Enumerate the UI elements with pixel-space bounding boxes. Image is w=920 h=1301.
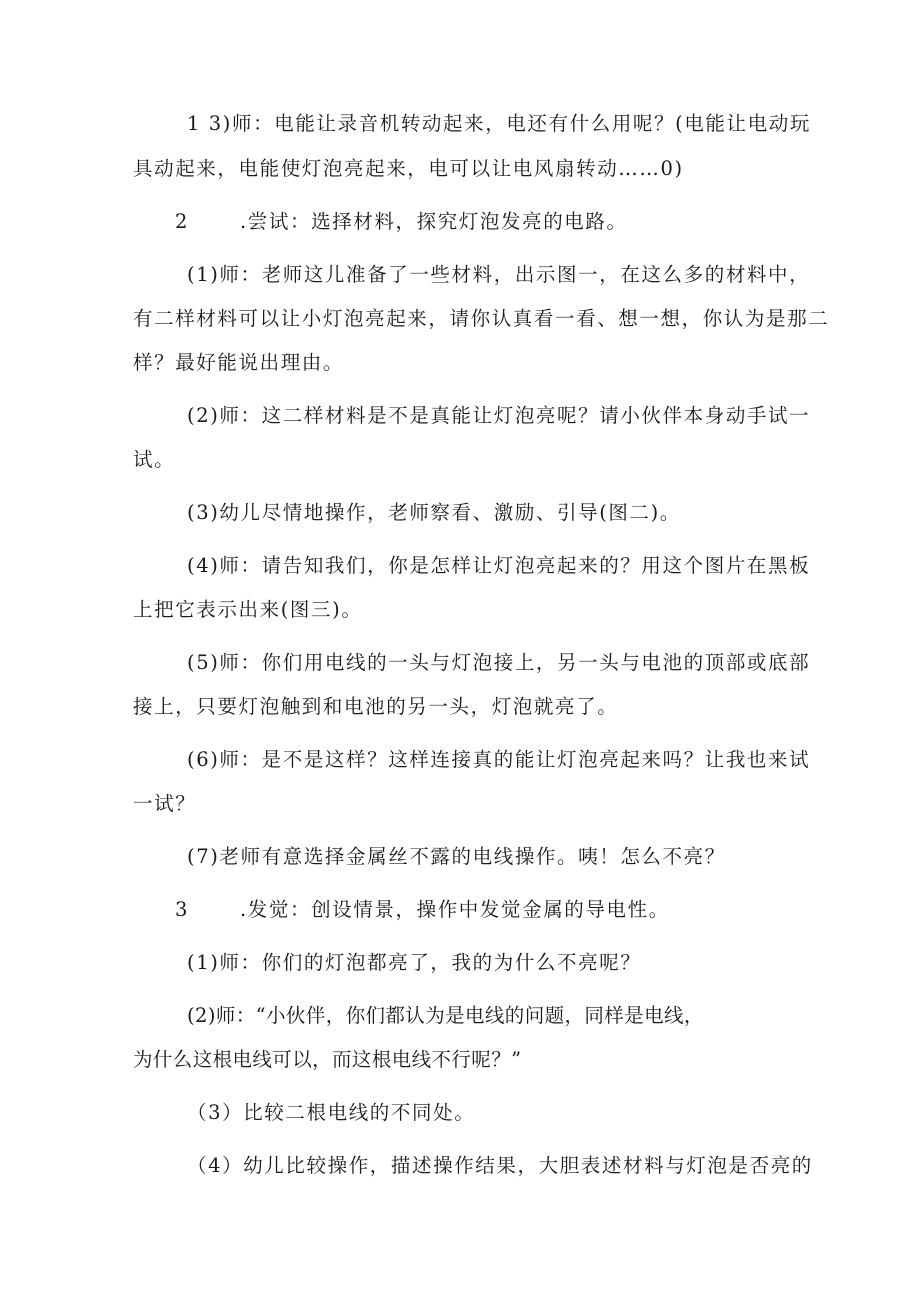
paragraph-8-line-2: 一试？ [133, 792, 197, 815]
paragraph-13-line-1: （3）比较二根电线的不同处。 [187, 1101, 476, 1124]
paragraph-12-line-2: 为什么这根电线可以，而这根电线不行呢？” [133, 1048, 522, 1071]
paragraph-12-line-1: (2)师：“小伙伴，你们都认为是电线的问题，同样是电线， [187, 1004, 704, 1027]
paragraph-14-line-1: （4）幼儿比较操作，描述操作结果，大胆表述材料与灯泡是否亮的 [187, 1154, 813, 1177]
paragraph-3-line-2: 有二样材料可以让小灯泡亮起来，请你认真看一看、想一想，你认为是那二 [133, 307, 830, 330]
paragraph-9-line-1: (7)老师有意选择金属丝不露的电线操作。咦！怎么不亮？ [187, 845, 726, 868]
paragraph-6-line-2: 上把它表示出来(图三)。 [133, 598, 363, 621]
paragraph-4-line-2: 试。 [133, 448, 176, 471]
section-heading-3: .发觉：创设情景，操作中发觉金属的导电性。 [240, 898, 670, 921]
paragraph-3-line-1: (1)师：老师这儿准备了一些材料，出示图一，在这么多的材料中， [187, 263, 811, 286]
paragraph-8-line-1: (6)师：是不是这样？这样连接真的能让灯泡亮起来吗？让我也来试 [187, 748, 811, 771]
paragraph-3-line-3: 样？最好能说出理由。 [133, 351, 345, 374]
paragraph-7-line-2: 接上，只要灯泡触到和电池的另一头，灯泡就亮了。 [133, 695, 619, 718]
paragraph-6-line-1: (4)师：请告知我们，你是怎样让灯泡亮起来的？用这个图片在黑板 [187, 554, 811, 577]
section-number-2: 2 [175, 210, 190, 233]
paragraph-11-line-1: (1)师：你们的灯泡都亮了，我的为什么不亮呢？ [187, 951, 642, 974]
section-number-3: 3 [175, 898, 190, 921]
section-heading-2: .尝试：选择材料，探究灯泡发亮的电路。 [240, 210, 628, 233]
paragraph-4-line-1: (2)师：这二样材料是不是真能让灯泡亮呢？请小伙伴本身动手试一 [187, 404, 811, 427]
paragraph-1-line-1: 1 3)师：电能让录音机转动起来，电还有什么用呢？(电能让电动玩 [187, 112, 811, 135]
paragraph-7-line-1: (5)师：你们用电线的一头与灯泡接上，另一头与电池的顶部或底部 [187, 651, 811, 674]
paragraph-1-line-2: 具动起来，电能使灯泡亮起来，电可以让电风扇转动……0) [133, 157, 684, 180]
paragraph-5-line-1: (3)幼儿尽情地操作，老师察看、激励、引导(图二)。 [187, 501, 681, 524]
